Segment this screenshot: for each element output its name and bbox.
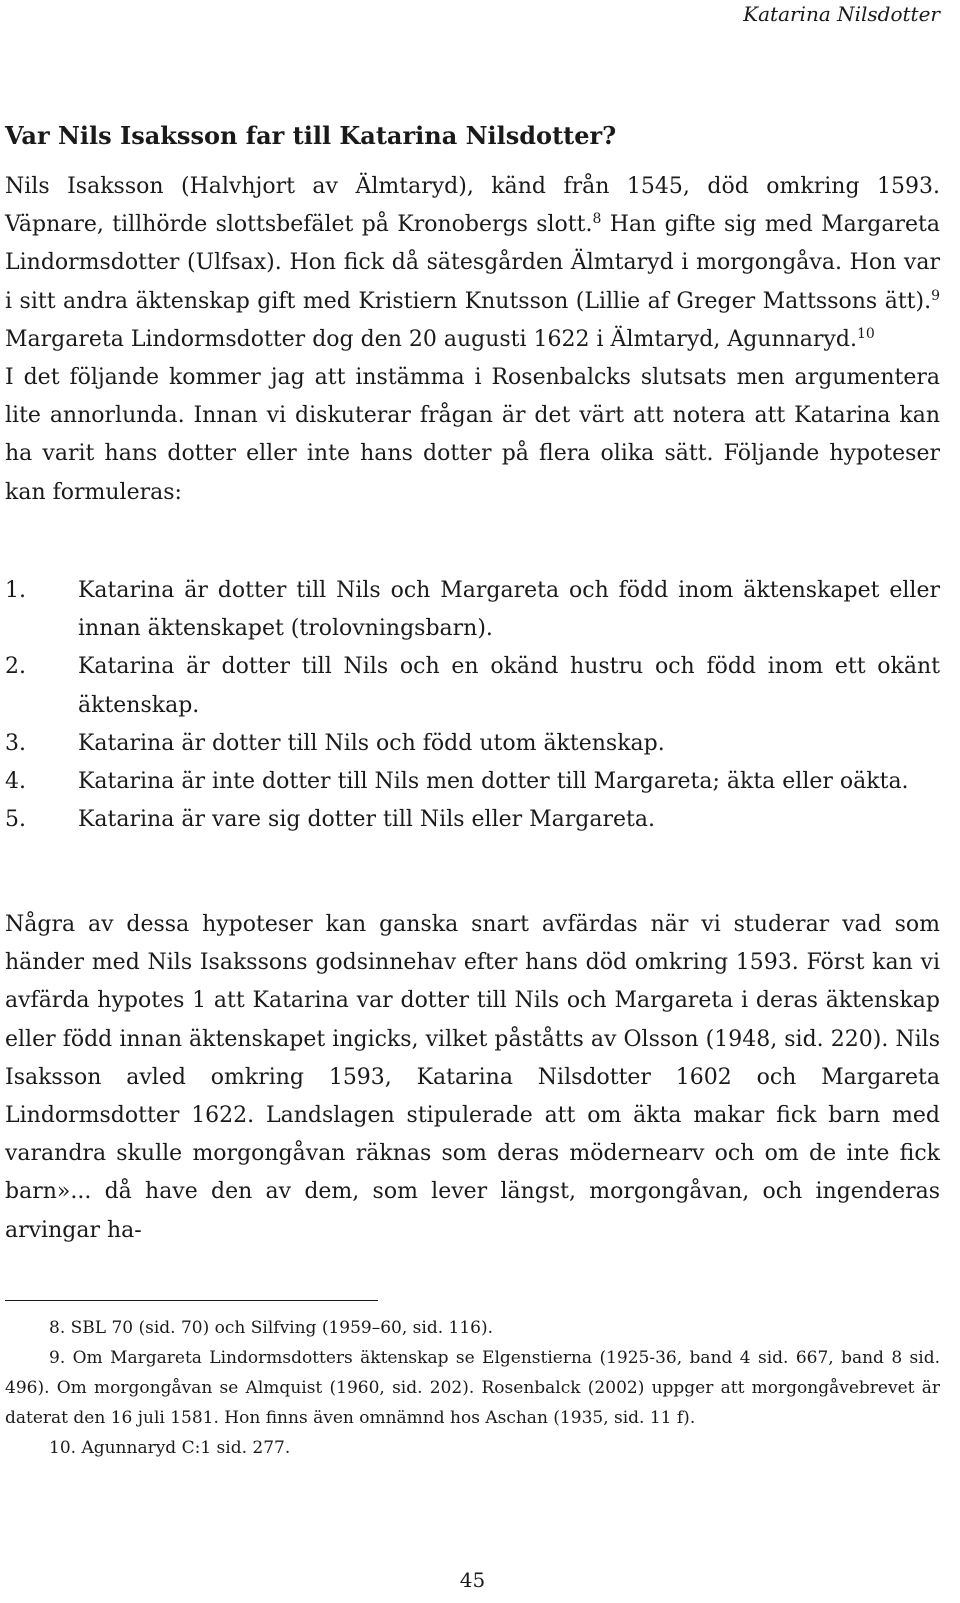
section-heading: Var Nils Isaksson far till Katarina Nilsdotter? [5,121,617,150]
intro-text-part-b: Han gifte sig med Margareta Lindormsdotter (Ulfsax). Hon fick då sätesgården Älmtaryd i morgongåva. Hon var i sitt andra äktenskap gift med Kristiern Knutsson (Lillie af Greger Mattssons ätt). [5,212,940,314]
footnote-divider [5,1300,378,1301]
hypothesis-text: Katarina är vare sig dotter till Nils eller Margareta. [78,807,655,833]
running-head: Katarina Nilsdotter [743,2,940,26]
hypothesis-text: Katarina är dotter till Nils och en okänd hustru och född inom ett okänt äktenskap. [78,654,940,718]
hypothesis-item [5,572,940,648]
footnote-9: 9. Om Margareta Lindormsdotters äktenskap se Elgenstierna (1925-36, band 4 sid. 667, band 8 sid. 496). Om morgongåvan se Almquist (1960, sid. 202). Rosenbalck (2002) uppger att morgongåvebrevet är daterat den 16 juli 1581. Hon finns även omnämnd hos Aschan (1935, sid. 11 f). [5,1348,940,1428]
hypothesis-item [5,763,940,801]
hypothesis-number: 4. [5,769,26,795]
intro-text-part-c: Margareta Lindormsdotter dog den 20 augusti 1622 i Älmtaryd, Agunnaryd. [5,326,857,352]
footnote-ref-9: 9 [931,287,940,304]
hypothesis-number: 2. [5,654,26,680]
footnote-10: 10. Agunnaryd C:1 sid. 277. [49,1438,291,1458]
intro-text-part-a: Nils Isaksson (Halvhjort av Älmtaryd), känd från 1545, död omkring 1593. Väpnare, tillhörde slottsbefälet på Kronobergs slott. [5,174,940,238]
intro-text [5,168,940,512]
hypotheses-list [5,572,940,839]
hypotheses-intro-paragraph: I det följande kommer jag att instämma i Rosenbalcks slutsats men argumentera lite annorlunda. Innan vi diskuterar frågan är det värt att notera att Katarina kan ha varit hans dotter eller inte hans dotter på flera olika sätt. Följande hypoteser kan formuleras: [5,365,940,505]
footnote-8: 8. SBL 70 (sid. 70) och Silfving (1959–60, sid. 116). [49,1318,494,1338]
intro-paragraph [5,168,940,359]
hypothesis-item [5,725,940,763]
hypothesis-text: Katarina är dotter till Nils och född utom äktenskap. [78,730,665,756]
footnotes [5,1313,940,1463]
hypothesis-item [5,801,940,839]
document-page [5,0,940,1603]
hypothesis-text: Katarina är dotter till Nils och Margareta och född inom äktenskapet eller innan äktenskapet (trolovningsbarn). [78,578,940,642]
footnote-ref-10: 10 [856,325,875,342]
hypothesis-item [5,648,940,724]
discussion-text [5,906,940,1250]
page-number: 45 [459,1568,486,1592]
hypothesis-number: 1. [5,578,26,603]
hypothesis-number: 3. [5,730,26,756]
hypothesis-number: 5. [5,807,26,833]
footnote-ref-8: 8 [592,211,602,228]
discussion-paragraph: Några av dessa hypoteser kan ganska snart avfärdas när vi studerar vad som händer med Nils Isakssons godsinnehav efter hans död omkring 1593. Först kan vi avfärda hypotes 1 att Katarina var dotter till Nils och Margareta i deras äktenskap eller född innan äktenskapet ingicks, vilket påståtts av Olsson (1948, sid. 220). Nils Isaksson avled omkring 1593, Katarina Nilsdotter 1602 och Margareta Lindormsdotter 1622. Landslagen stipulerade att om äkta makar fick barn med varandra skulle morgongåvan räknas som deras mödernearv och om de inte fick barn»... då have den av dem, som lever längst, morgongåvan, och ingenderas arvingar ha- [5,912,940,1243]
hypothesis-text: Katarina är inte dotter till Nils men dotter till Margareta; äkta eller oäkta. [78,769,909,795]
